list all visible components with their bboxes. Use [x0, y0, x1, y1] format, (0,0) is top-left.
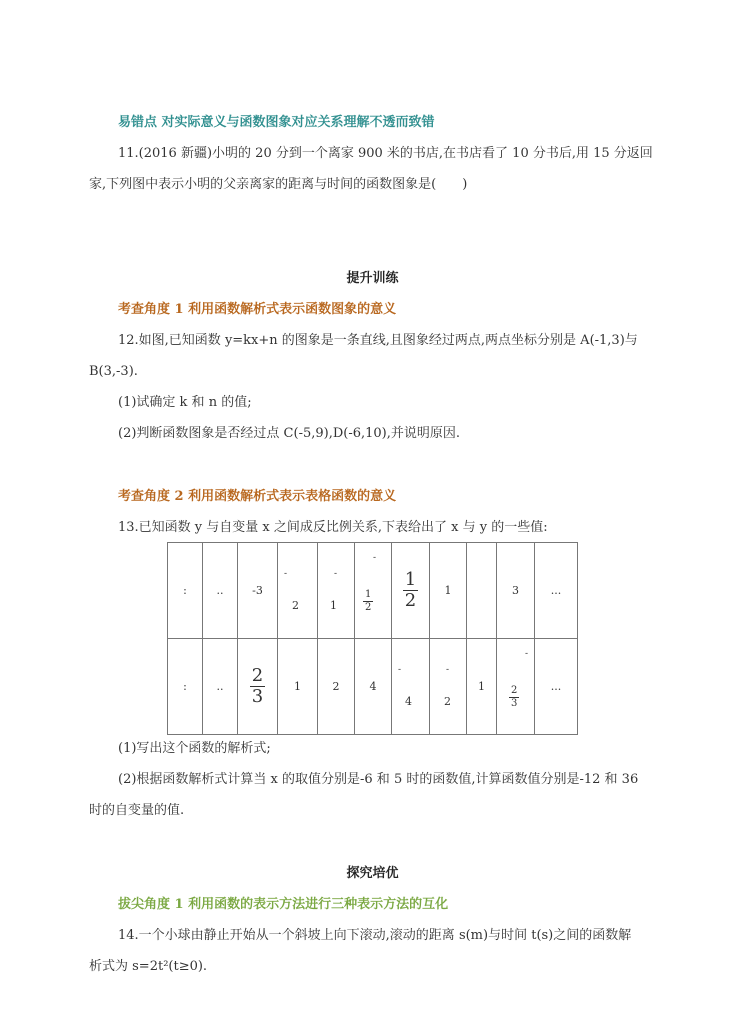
table-row-y: [168, 639, 578, 735]
table-cell: 1: [278, 639, 318, 735]
table-cell: ...: [535, 543, 578, 639]
q11-line-2: 家,下列图中表示小明的父亲离家的距离与时间的函数图象是( ): [89, 177, 468, 192]
angle-1-heading: 考查角度 1 利用函数解析式表示函数图象的意义: [118, 302, 397, 317]
table-cell: [467, 543, 497, 639]
challenge-angle-1-heading: 拔尖角度 1 利用函数的表示方法进行三种表示方法的互化: [118, 897, 449, 912]
table-cell: [392, 543, 430, 639]
table-cell: - 1: [318, 543, 355, 639]
angle-2-heading: 考查角度 2 利用函数解析式表示表格函数的意义: [118, 489, 397, 504]
q12-part-2: (2)判断函数图象是否经过点 C(-5,9),D(-6,10),并说明原因.: [118, 426, 461, 441]
table-cell: ..: [203, 543, 238, 639]
table-cell: - $\frac{2}{3}$: [497, 639, 535, 735]
q14-line-2: 析式为 s=2t²(t≥0).: [89, 959, 208, 974]
q12-line-2: B(3,-3).: [89, 364, 138, 379]
table-cell: [238, 639, 278, 735]
section-title-training: 提升训练: [346, 271, 399, 286]
table-cell: - 2: [278, 543, 318, 639]
table-cell: :: [168, 543, 203, 639]
table-cell: - $\frac{1}{2}$: [355, 543, 392, 639]
table-cell: ..: [203, 639, 238, 735]
table-cell: - 4: [392, 639, 430, 735]
q13-part-1: (1)写出这个函数的解析式;: [118, 741, 271, 756]
fraction: $\frac{1}{2}$: [404, 569, 417, 611]
table-cell: 1: [467, 639, 497, 735]
error-point-heading: 易错点 对实际意义与函数图象对应关系理解不透而致错: [118, 115, 435, 130]
q13-part-2-line-1: (2)根据函数解析式计算当 x 的取值分别是-6 和 5 时的函数值,计算函数值分别是-12 和 36: [118, 772, 639, 787]
table-cell: ...: [535, 639, 578, 735]
q11-line-1: 11.(2016 新疆)小明的 20 分到一个离家 900 米的书店,在书店看了 10 分书后,用 15 分返回: [118, 146, 653, 161]
fraction: $\frac{2}{3}$: [251, 665, 264, 707]
table-row-x: [168, 543, 578, 639]
table-cell: 3: [497, 543, 535, 639]
table-cell: - 2: [430, 639, 467, 735]
q13-part-2-line-2: 时的自变量的值.: [89, 803, 185, 818]
section-title-advanced: 探究培优: [346, 866, 399, 881]
table-cell: -3: [238, 543, 278, 639]
table-cell: 2: [318, 639, 355, 735]
xy-value-table: [167, 542, 578, 735]
table-cell: :: [168, 639, 203, 735]
q13-line-1: 13.已知函数 y 与自变量 x 之间成反比例关系,下表给出了 x 与 y 的一些值:: [118, 520, 548, 535]
q14-line-1: 14.一个小球由静止开始从一个斜坡上向下滚动,滚动的距离 s(m)与时间 t(s)之间的函数解: [118, 928, 632, 943]
q12-part-1: (1)试确定 k 和 n 的值;: [118, 395, 252, 410]
table-cell: 4: [355, 639, 392, 735]
table-cell: 1: [430, 543, 467, 639]
q12-line-1: 12.如图,已知函数 y=kx+n 的图象是一条直线,且图象经过两点,两点坐标分别是 A(-1,3)与: [118, 333, 638, 348]
